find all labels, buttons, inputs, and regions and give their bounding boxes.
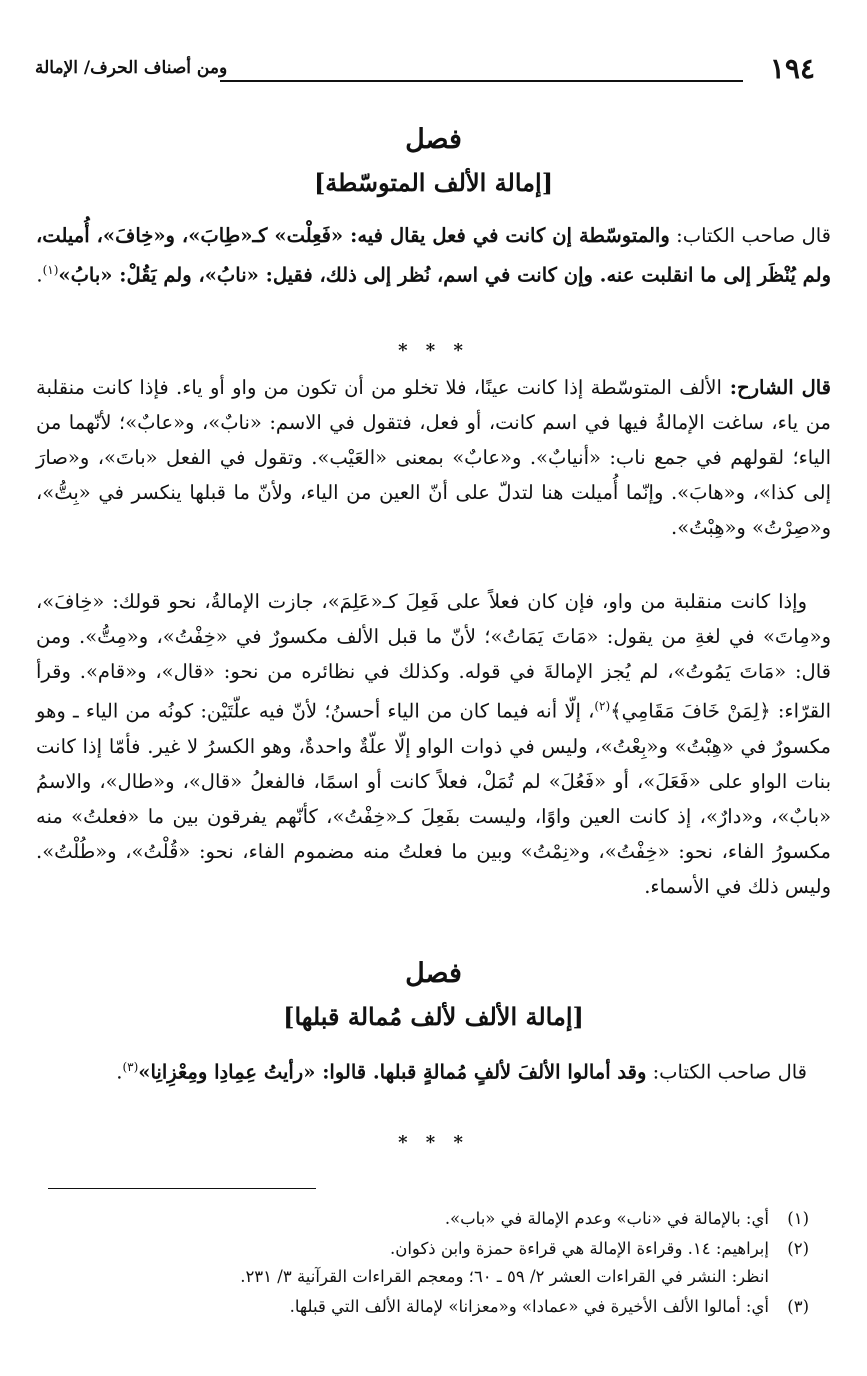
footnote-number: (٢): [787, 1239, 809, 1258]
author-quote: والمتوسّطة إن كانت في فعل يقال فيه: «فَعِلْت» كـ«طِابَ»، و«خِافَ»، أُميلت، ولم يُنْظَر إلى ما انقلبت عنه. وإن كانت في اسم، نُظر إلى ذلك، فقيل: «نابُ»، ولم يَقُلْ: «بابُ»: [36, 224, 831, 287]
footnote-text: أي: أمالوا الألف الأخيرة في «عمادا» و«معزانا» لإمالة الألف التي قبلها.: [289, 1297, 769, 1316]
commentary-text-2a: وإذا كانت منقلبة من واو، فإن كان فعلاً على فَعِلَ كـ«عَلِمَ»، جازت الإمالةُ، نحو قولك: «خِافَ»، و«مِاتَ» في لغةِ من يقول: «مَاتَ يَمَاتُ»؛ لأنّ ما قبل الألف مكسورٌ في «خِفْتُ»، و«مِتُّ». ومن قال: «مَاتَ يَمُوتُ»، لم يُجز الإمالةَ في قوله. وكذلك في نظائره من نحو: «قال»، و«قام». وقرأ القرّاء: ﴿لِمَنْ خَافَ مَقَامِي﴾: [36, 590, 831, 723]
footnote-number: (١): [787, 1209, 809, 1228]
section-title: [إمالة الألف المتوسّطة]: [313, 168, 554, 197]
section-heading: فصل: [405, 124, 462, 155]
footnote-ref-1[interactable]: (١): [42, 263, 59, 277]
author-label-2: قال صاحب الكتاب:: [646, 1060, 807, 1084]
section-title-2: [إمالة الألف لألف مُمالة قبلها]: [283, 1002, 584, 1031]
commentary-text-2b: ، إلّا أنه فيما كان من الياء أحسنُ؛ لأنّ فيه علّتَيْن: كونُه من الياء ـ وهو مكسورٌ في «هِبْتُ» و«بِعْتُ»، وليس في ذوات الواو إلّا علّةٌ واحدةٌ، وهو الكسرُ لا غير. فأمّا إذا كانت بنات الواو على «فَعَلَ»، أو «فَعُلَ» لم تُمَلْ، فعلاً كانت أو اسمًا، فالفعلُ «قال»، و«طال»، والاسمُ «بابٌ»، و«دارٌ»، إذ كانت العين واوًا، وليست بفَعِلَ كـ«خِفْتُ»، كأنّهم يفرقون بين ما «فعلتُ» منه مكسورُ الفاء، نحو: «خِفْتُ»، و«نِمْتُ» وبين ما فعلتُ منه مضموم الفاء، نحو: «قُلْتُ»، و«طُلْتُ». وليس ذلك في الأسماء.: [36, 699, 831, 898]
footnote-1: [50, 1208, 809, 1230]
footnote-2-continued: [50, 1266, 809, 1288]
punctuation: .: [116, 1060, 123, 1084]
page-number: ١٩٤: [769, 52, 815, 85]
footnote-rule: [48, 1188, 316, 1189]
author-text-2: [36, 1050, 831, 1090]
footnote-text: انظر: النشر في القراءات العشر ٢/ ٥٩ ـ ٦٠؛ ومعجم القراءات القرآنية ٣/ ٢٣١.: [240, 1267, 769, 1286]
header-rule: [220, 80, 743, 82]
page-header: [35, 50, 815, 90]
footnote-ref-2[interactable]: (٢): [594, 699, 611, 713]
author-label: قال صاحب الكتاب:: [669, 224, 831, 247]
separator-stars: * * *: [398, 340, 469, 361]
running-title: ومن أصناف الحرف/ الإمالة: [35, 58, 228, 78]
footnote-3: [50, 1296, 809, 1318]
footnote-number: (٣): [787, 1297, 809, 1316]
punctuation: .: [36, 263, 43, 287]
separator-stars-2: * * *: [398, 1132, 469, 1153]
commentary-label: قال الشارح:: [721, 376, 831, 399]
section-heading-2: فصل: [405, 958, 462, 989]
commentary-text-1: الألف المتوسّطة إذا كانت عينًا، فلا تخلو من أن تكون من واو أو ياء. فإذا كانت منقلبة من ياء، ساغت الإمالةُ فيها في اسم كانت، أو فعل، فتقول في الاسم: «نابٌ»، و«عابٌ»؛ لأنّهما من الياء؛ لقولهم في جمع ناب: «أنيابٌ». و«عابٌ» بمعنى «العَيْب». وتقول في الفعل «باتَ»، و«صارَ إلى كذا»، و«هابَ». وإنّما أُميلت هنا لتدلّ على أنّ العين من الياء، ولأنّ ما قبلها ينكسر في «بِتُّ»، و«صِرْتُ» و«هِبْتُ».: [36, 376, 831, 539]
footnote-ref-3[interactable]: (٣): [122, 1060, 139, 1074]
author-text: [36, 218, 831, 293]
commentary-paragraph-1: [36, 370, 831, 545]
author-quote-2: وقد أمالوا الألفَ لألفٍ مُمالةٍ قبلها. قالوا: «رأيتُ عِمِادِا ومِعْزِانِا»: [138, 1060, 647, 1084]
footnote-text: أي: بالإمالة في «ناب» وعدم الإمالة في «باب».: [444, 1209, 769, 1228]
commentary-paragraph-2: [36, 584, 831, 904]
footnote-2: [50, 1238, 809, 1260]
footnote-text: إبراهيم: ١٤. وقراءة الإمالة هي قراءة حمزة وابن ذكوان.: [389, 1239, 769, 1258]
